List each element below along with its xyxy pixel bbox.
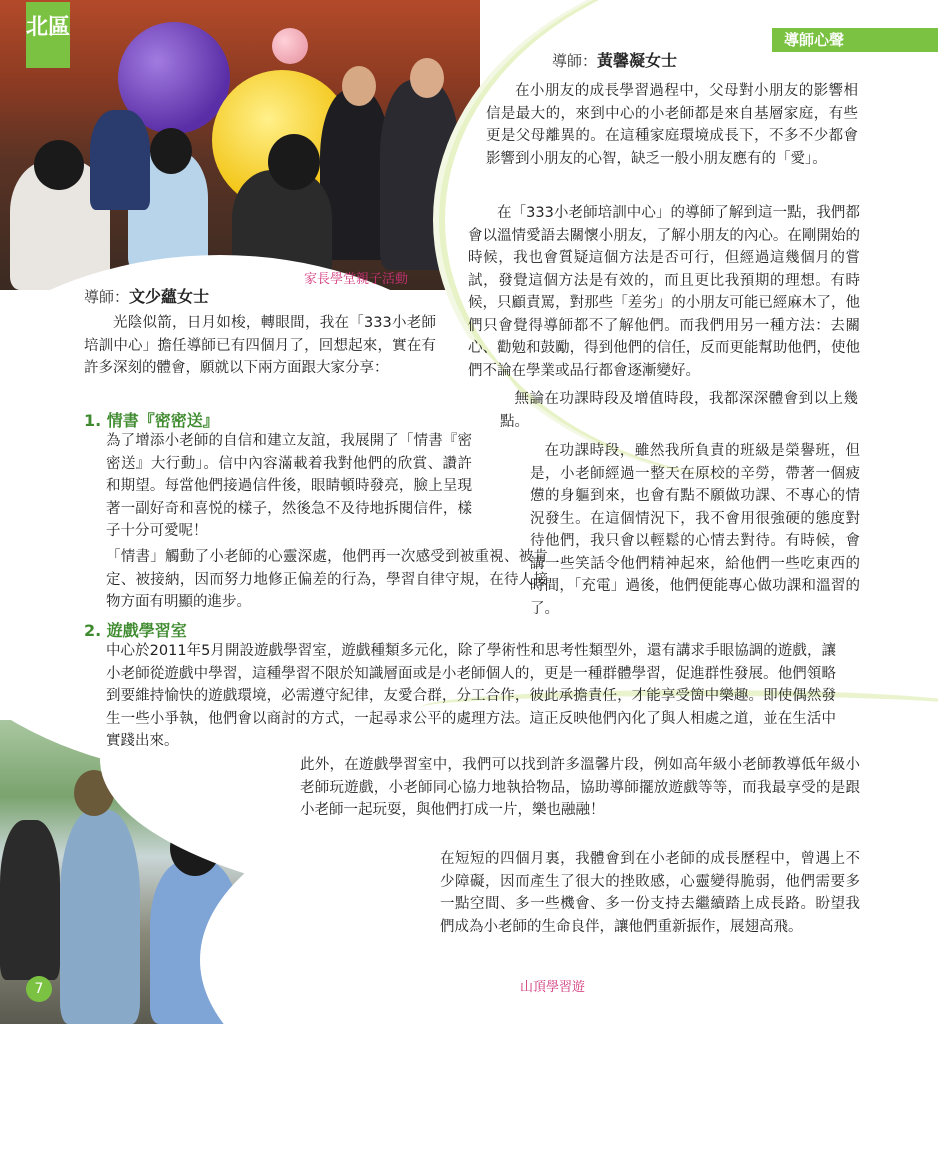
section-tag: 導師心聲	[772, 28, 938, 52]
head	[34, 140, 84, 190]
logo-text: 北區	[26, 15, 71, 40]
author-left	[84, 284, 209, 307]
author-role: 導師：	[552, 52, 598, 70]
top-photo	[0, 0, 480, 290]
author-name: 黃馨凝女士	[597, 51, 678, 70]
section1-heading: 1. 情書『密密送』	[84, 411, 219, 430]
head	[150, 128, 192, 174]
author-right	[552, 48, 677, 71]
right-paragraph: 在「333小老師培訓中心」的導師了解到這一點，我們都會以溫情愛語去關懷小朋友，了解小朋友的內心。在剛開始的時候，我也會質疑這個方法是否可行，但經過這幾個月的嘗試，發覺這個方法是有效的，而且更比我預期的理想。有時候，只顧責罵，對那些「差劣」的小朋友可能已經麻木了，他們只會覺得導師都不了解他們。而我們用另一種方法：去關心、勸勉和鼓勵，得到他們的信任，反而更能幫助他們，使他們不論在學業或品行都會逐漸變好。	[468, 205, 860, 379]
right-paragraph: 在小朋友的成長學習過程中，父母對小朋友的影響相信是最大的，來到中心的小老師都是來自基層家庭，有些更是父母離異的。在這種家庭環境成長下，不多不少都會影響到小朋友的心智，缺乏一般小朋友應有的「愛」。	[486, 83, 858, 167]
person	[0, 820, 60, 980]
right-paragraph: 在功課時段，雖然我所負責的班級是榮譽班，但是，小老師經過一整天在原校的辛勞，帶著一個疲憊的身軀到來，也會有點不願做功課、不專心的情況發生。在這個情況下，我不會用很強硬的態度對待他們，我只會以輕鬆的心情去對待。有時候，會講一些笑話令他們精神起來，給他們一些吃東西的時間，「充電」過後，他們便能專心做功課和溫習的了。	[530, 443, 860, 617]
top-photo-caption: 家長學堂親子活動	[304, 272, 409, 287]
district-logo	[26, 2, 70, 68]
page-number: 7	[26, 976, 52, 1002]
pink-balloon	[272, 28, 308, 64]
section2-paragraph2: 此外，在遊戲學習室中，我們可以找到許多溫馨片段，例如高年級小老師教導低年級小老師玩遊戲，小老師同心協力地執拾物品，協助導師擺放遊戲等等，而我最享受的是跟小老師一起玩耍，與他們打成一片，樂也融融！	[300, 757, 860, 818]
author-name: 文少蘊女士	[129, 287, 210, 306]
section1-paragraph: 「情書」觸動了小老師的心靈深處，他們再一次感受到被重視、被肯定、被接納，因而努力地修正偏差的行為，學習自律守規，在待人接物方面有明顯的進步。	[106, 549, 548, 610]
head	[342, 66, 376, 106]
person	[60, 810, 140, 1024]
left-intro: 光陰似箭，日月如梭，轉眼間，我在「333小老師培訓中心」擔任導師已有四個月了，回想起來，實在有許多深刻的體會，願就以下兩方面跟大家分享：	[84, 315, 436, 376]
author-role: 導師：	[84, 288, 130, 306]
person	[90, 110, 150, 210]
bottom-photo-caption: 山頂學習遊	[520, 980, 586, 995]
section2-paragraph: 中心於2011年5月開設遊戲學習室，遊戲種類多元化，除了學術性和思考性類型外，還有講求手眼協調的遊戲，讓小老師從遊戲中學習，這種學習不限於知識層面或是小老師個人的，更是一種群體學習，促進群性發展。他們領略到要維持愉快的遊戲環境，必需遵守紀律，友愛合群，分工合作，彼此承擔責任，才能享受箇中樂趣。即使偶然發生一些小爭執，他們會以商討的方式，一起尋求公平的處理方法。這正反映他們內化了與人相處之道，並在生活中實踐出來。	[106, 643, 836, 749]
closing-paragraph: 在短短的四個月裏，我體會到在小老師的成長歷程中，曾遇上不少障礙，因而產生了很大的挫敗感，心靈變得脆弱，他們需要多一點空間、多一些機會、多一份支持去繼續踏上成長路。盼望我們成為小老師的生命良伴，讓他們重新振作，展翅高飛。	[440, 851, 860, 935]
section1-paragraph: 為了增添小老師的自信和建立友誼，我展開了「情書『密密送』大行動」。信中內容滿載着我對他們的欣賞、讚許和期望。每當他們接過信件後，眼睛頓時發亮，臉上呈現著一副好奇和喜悦的樣子，然後急不及待地拆閱信件，樣子十分可愛呢！	[106, 433, 472, 539]
right-paragraph: 無論在功課時段及增值時段，我都深深體會到以上幾點。	[500, 391, 858, 430]
section2-heading: 2. 遊戲學習室	[84, 621, 187, 640]
head	[268, 134, 320, 190]
head	[410, 58, 444, 98]
